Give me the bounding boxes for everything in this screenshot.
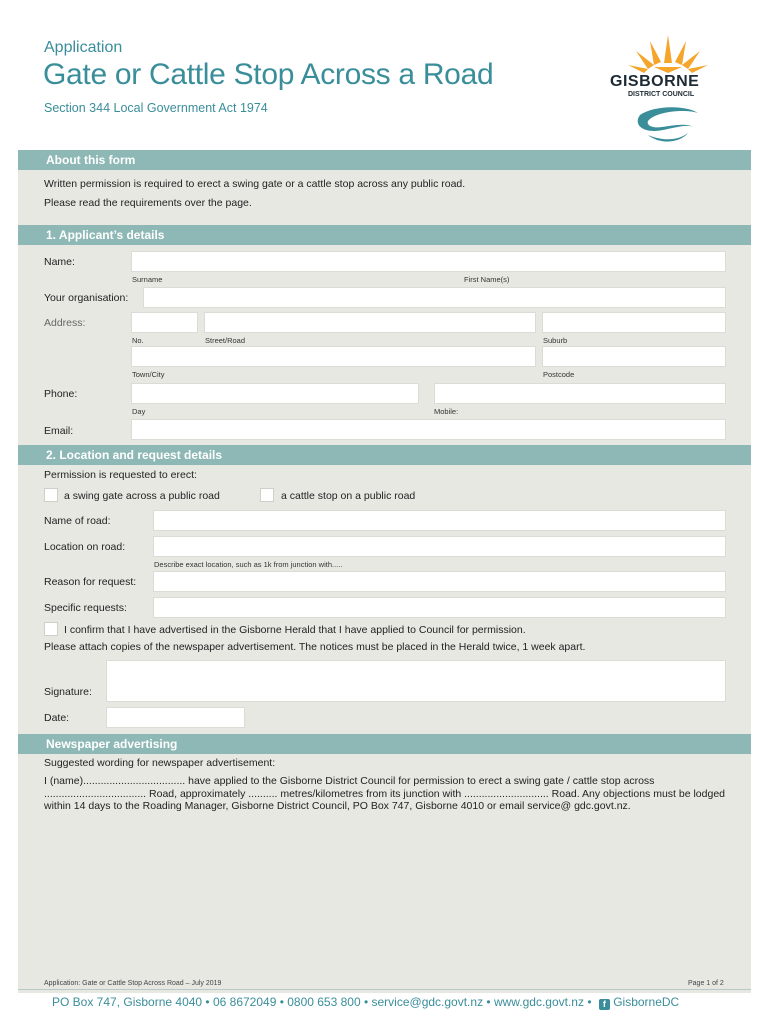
footer-divider — [18, 989, 751, 990]
location-heading: 2. Location and request details — [18, 445, 751, 465]
email-field[interactable] — [131, 419, 726, 440]
pre-title: Application — [44, 39, 123, 56]
suburb-field[interactable] — [542, 312, 726, 333]
advertising-heading: Newspaper advertising — [18, 734, 751, 754]
phone-label: Phone: — [44, 388, 78, 400]
footer-contact — [52, 995, 679, 1010]
reason-field[interactable] — [153, 571, 726, 592]
road-field[interactable] — [153, 510, 726, 531]
advertising-paragraph: I (name)................................... have applied to the Gisborne District Council for permission to erect a swing gate / cattle stop across ................................... Road, approximately .......... metres/kilometres from its junction with ............................. Road. Any objections must be lodged within 14 days to the Roading Manager, Gisborne District Council, PO Box 747, Gisborne 4010 or email service@ gdc.govt.nz. — [44, 775, 726, 812]
swing-gate-label: a swing gate across a public road — [64, 490, 220, 502]
advertising-intro: Suggested wording for newspaper advertisement: — [44, 757, 276, 769]
reason-label: Reason for request: — [44, 576, 137, 588]
postcode-hint: Postcode — [543, 370, 575, 379]
address-no-field[interactable] — [131, 312, 198, 333]
town-hint: Town/City — [132, 370, 165, 379]
facebook-icon[interactable]: f — [599, 999, 610, 1010]
confirm-checkbox[interactable] — [44, 622, 58, 636]
address-label: Address: — [44, 317, 86, 329]
street-hint: Street/Road — [205, 336, 246, 345]
town-field[interactable] — [131, 346, 536, 367]
swing-gate-checkbox[interactable] — [44, 488, 58, 502]
applicant-heading: 1. Applicant’s details — [18, 225, 751, 245]
council-logo — [598, 33, 738, 149]
organisation-field[interactable] — [143, 287, 726, 308]
specific-label: Specific requests: — [44, 602, 127, 614]
day-hint: Day — [132, 407, 146, 416]
cattle-stop-checkbox[interactable] — [260, 488, 274, 502]
about-heading: About this form — [18, 150, 751, 170]
postcode-field[interactable] — [542, 346, 726, 367]
logo-name: GISBORNE — [610, 73, 700, 90]
location-label: Location on road: — [44, 541, 126, 553]
name-label: Name: — [44, 256, 75, 268]
contact-details: PO Box 747, Gisborne 4040 • 06 8672049 • 0800 653 800 • service@gdc.govt.nz • www.gdc.govt.nz • — [52, 995, 592, 1009]
attach-text: Please attach copies of the newspaper advertisement. The notices must be placed in the Herald twice, 1 week apart. — [44, 641, 586, 653]
footer-page-number: Page 1 of 2 — [688, 980, 724, 987]
wave-icon — [628, 101, 708, 147]
surname-hint: Surname — [132, 275, 163, 284]
phone-day-field[interactable] — [131, 383, 419, 404]
location-hint: Describe exact location, such as 1k from junction with..... — [154, 560, 343, 569]
specific-field[interactable] — [153, 597, 726, 618]
footer-doc-title: Application: Gate or Cattle Stop Across Road – July 2019 — [44, 980, 222, 987]
street-field[interactable] — [204, 312, 536, 333]
road-label: Name of road: — [44, 515, 111, 527]
permission-text: Permission is requested to erect: — [44, 469, 197, 481]
about-line2: Please read the requirements over the page. — [44, 197, 252, 209]
signature-field[interactable] — [106, 660, 726, 702]
page-title: Gate or Cattle Stop Across a Road — [43, 58, 494, 91]
suburb-hint: Suburb — [543, 336, 568, 345]
confirm-text: I confirm that I have advertised in the Gisborne Herald that I have applied to Council for permission. — [64, 624, 526, 636]
name-field[interactable] — [131, 251, 726, 272]
page-subtitle: Section 344 Local Government Act 1974 — [44, 101, 268, 115]
social-handle[interactable]: GisborneDC — [613, 995, 680, 1009]
signature-label: Signature: — [44, 686, 92, 698]
phone-mobile-field[interactable] — [434, 383, 726, 404]
location-field[interactable] — [153, 536, 726, 557]
date-label: Date: — [44, 712, 70, 724]
firstname-hint: First Name(s) — [464, 275, 510, 284]
cattle-stop-label: a cattle stop on a public road — [281, 490, 416, 502]
mobile-hint: Mobile: — [434, 407, 459, 416]
email-label: Email: — [44, 425, 74, 437]
no-hint: No. — [132, 336, 144, 345]
date-field[interactable] — [106, 707, 245, 728]
about-line1: Written permission is required to erect a swing gate or a cattle stop across any public road. — [44, 178, 466, 190]
logo-sub: DISTRICT COUNCIL — [628, 91, 695, 98]
organisation-label: Your organisation: — [44, 292, 129, 304]
